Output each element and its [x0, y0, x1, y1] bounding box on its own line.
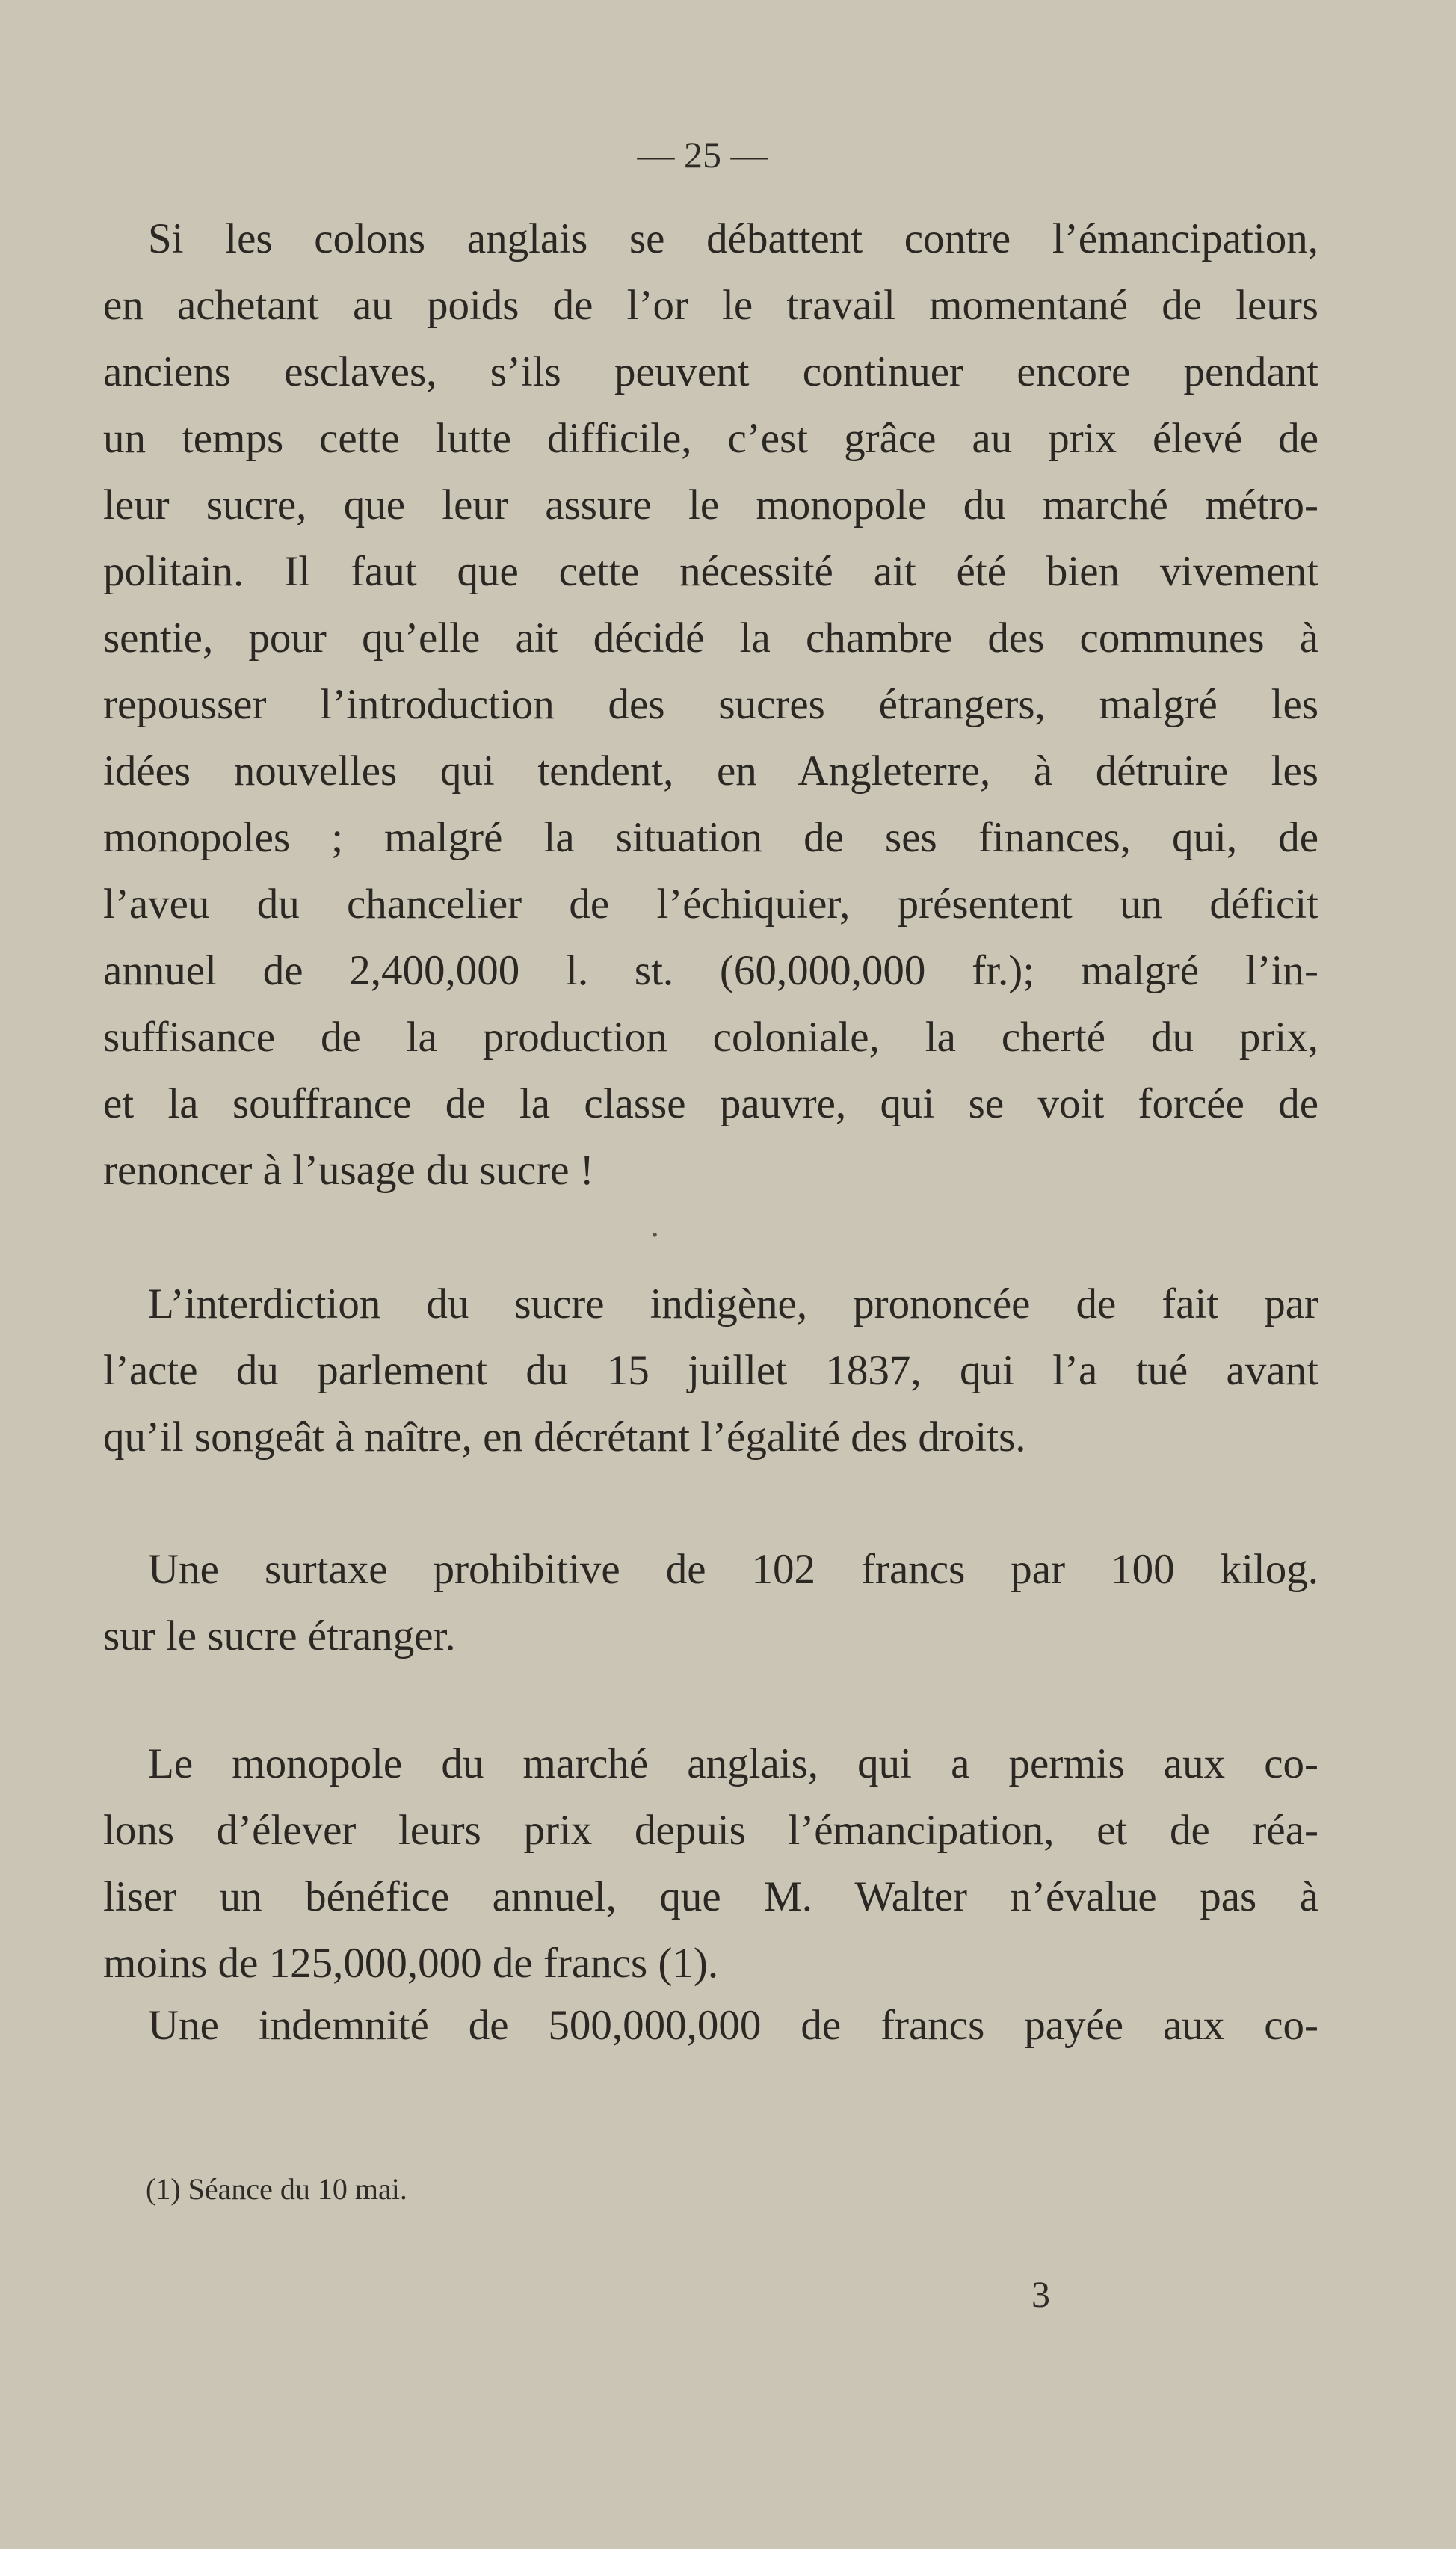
text-line: Le monopole du marché anglais, qui a permis aux co- — [148, 1740, 1318, 1787]
text-line: leur sucre, que leur assure le monopole du marché métro- — [103, 481, 1318, 528]
text-line: l’aveu du chancelier de l’échiquier, présentent un déficit — [103, 881, 1318, 928]
paragraph-5 — [103, 1992, 1318, 2059]
text-line: annuel de 2,400,000 l. st. (60,000,000 fr.); malgré l’in- — [103, 947, 1318, 994]
text-line: et la souffrance de la classe pauvre, qui se voit forcée de — [103, 1080, 1318, 1127]
text-line: repousser l’introduction des sucres étrangers, malgré les — [103, 681, 1318, 728]
text-line: lons d’élever leurs prix depuis l’émancipation, et de réa- — [103, 1807, 1318, 1854]
page-number-header: — 25 — — [637, 134, 768, 176]
text-line: renoncer à l’usage du sucre ! — [103, 1147, 594, 1194]
paragraph-4 — [103, 1730, 1318, 1997]
footnote: (1) Séance du 10 mai. — [146, 2172, 407, 2206]
signature-mark: 3 — [1031, 2273, 1050, 2315]
ink-dot-ornament: • — [650, 1226, 659, 1244]
text-line: politain. Il faut que cette nécessité ait été bien vivement — [103, 548, 1318, 595]
text-line: un temps cette lutte difficile, c’est grâce au prix élevé de — [103, 415, 1318, 462]
text-line: Une indemnité de 500,000,000 de francs payée aux co- — [148, 2002, 1318, 2049]
text-line: sentie, pour qu’elle ait décidé la chambre des communes à — [103, 614, 1318, 662]
text-line: L’interdiction du sucre indigène, prononcée de fait par — [148, 1280, 1318, 1328]
paragraph-1 — [103, 206, 1318, 1203]
text-line: liser un bénéfice annuel, que M. Walter n’évalue pas à — [103, 1873, 1318, 1920]
text-line: idées nouvelles qui tendent, en Angleterre, à détruire les — [103, 748, 1318, 795]
text-line: suffisance de la production coloniale, la cherté du prix, — [103, 1014, 1318, 1061]
text-line: sur le sucre étranger. — [103, 1612, 456, 1659]
text-line: Si les colons anglais se débattent contre l’émancipation, — [148, 215, 1318, 262]
text-line: anciens esclaves, s’ils peuvent continuer encore pendant — [103, 348, 1318, 395]
text-line: moins de 125,000,000 de francs (1). — [103, 1940, 719, 1987]
text-line: qu’il songeât à naître, en décrétant l’égalité des droits. — [103, 1414, 1026, 1461]
text-line: monopoles ; malgré la situation de ses finances, qui, de — [103, 814, 1318, 861]
text-line: Une surtaxe prohibitive de 102 francs par 100 kilog. — [148, 1546, 1318, 1593]
paragraph-3 — [103, 1536, 1318, 1669]
text-line: en achetant au poids de l’or le travail momentané de leurs — [103, 282, 1318, 329]
paragraph-2 — [103, 1271, 1318, 1470]
text-line: l’acte du parlement du 15 juillet 1837, qui l’a tué avant — [103, 1347, 1318, 1394]
